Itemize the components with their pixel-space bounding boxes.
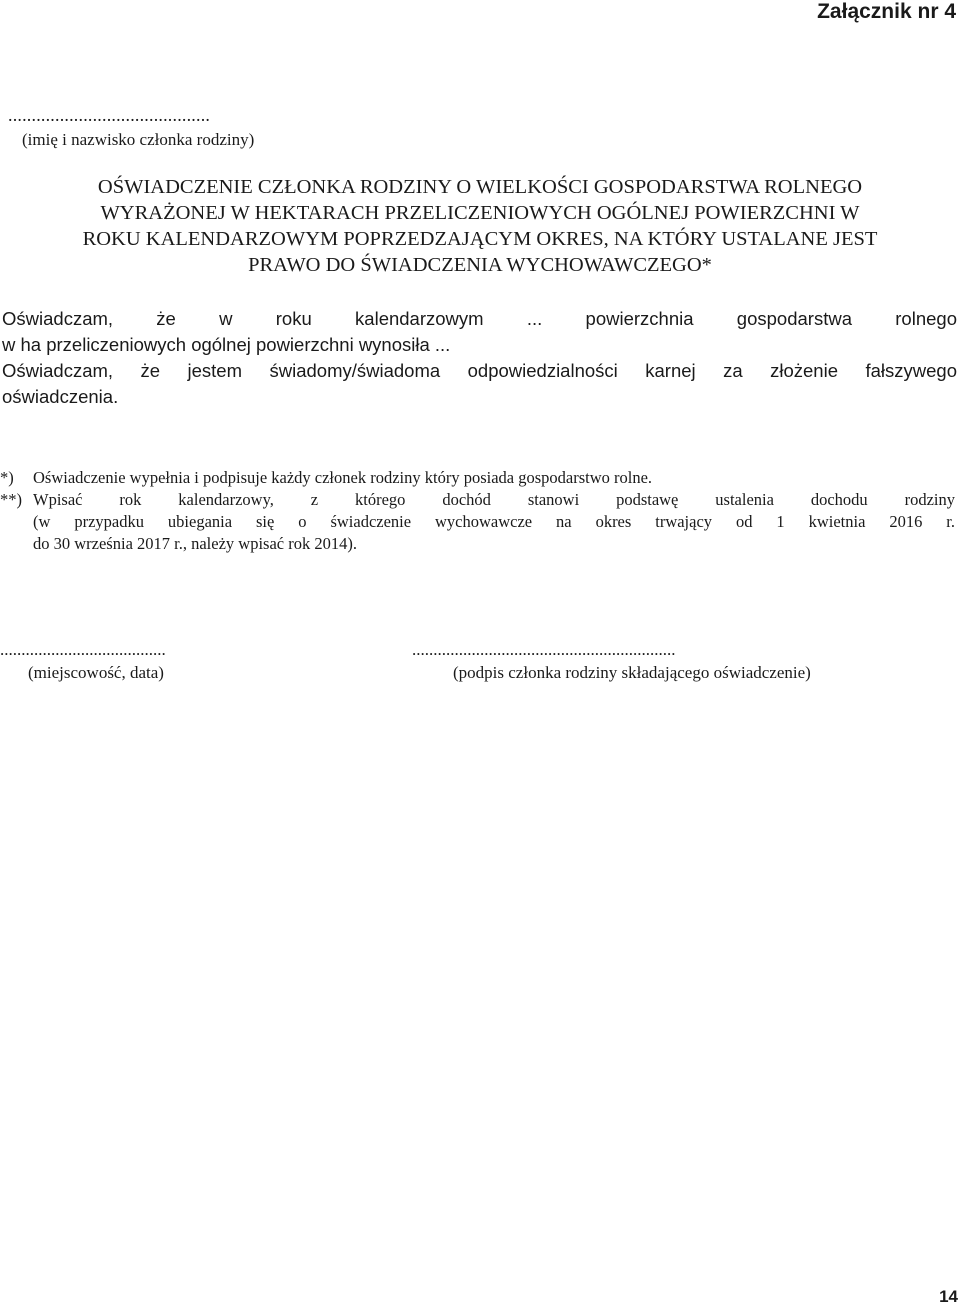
statement-line: oświadczenia. [2,386,119,407]
signature-dots: .............................................................. [412,640,676,659]
document-title [0,174,960,278]
footnote [0,489,955,555]
footnote-line: Wpisać rok kalendarzowy, z którego dochód stanowi podstawę ustalenia dochodu rodziny [33,490,955,509]
footnotes [0,467,955,555]
footnote [0,467,955,489]
name-fill-dots: ........................................... [8,105,211,125]
signature-label: (podpis członka rodziny składającego oświadczenie) [453,663,811,682]
statement-body [2,306,957,410]
footnote-line: do 30 września 2017 r., należy wpisać rok 2014). [33,534,357,553]
statement-line: Oświadczam, że w roku kalendarzowym ... powierzchnia gospodarstwa rolnego [2,308,957,329]
statement-line: Oświadczam, że jestem świadomy/świadoma odpowiedzialności karnej za złożenie fałszywego [2,360,957,381]
footnote-line: (w przypadku ubiegania się o świadczenie wychowawcze na okres trwający od 1 kwietnia 2016 r. [33,512,955,531]
place-date-dots: ....................................... [0,640,166,659]
place-date-label: (miejscowość, data) [28,663,164,682]
attachment-label: Załącznik nr 4 [817,0,956,23]
name-field-label: (imię i nazwisko członka rodziny) [22,130,255,149]
title-line: ROKU KALENDARZOWYM POPRZEDZAJĄCYM OKRES, NA KTÓRY USTALANE JEST [82,228,878,250]
title-line: PRAWO DO ŚWIADCZENIA WYCHOWAWCZEGO* [248,254,712,276]
footnote-line: Oświadczenie wypełnia i podpisuje każdy członek rodziny który posiada gospodarstwo rolne. [33,468,653,487]
statement-line: w ha przeliczeniowych ogólnej powierzchni wynosiła ... [2,334,451,355]
footnote-marker: *) [0,468,14,487]
page-number: 14 [939,1287,958,1306]
title-line: WYRAŻONEJ W HEKTARACH PRZELICZENIOWYCH OGÓLNEJ POWIERZCHNI W [100,202,860,224]
footnote-marker: **) [0,490,22,509]
title-line: OŚWIADCZENIE CZŁONKA RODZINY O WIELKOŚCI GOSPODARSTWA ROLNEGO [97,176,863,198]
